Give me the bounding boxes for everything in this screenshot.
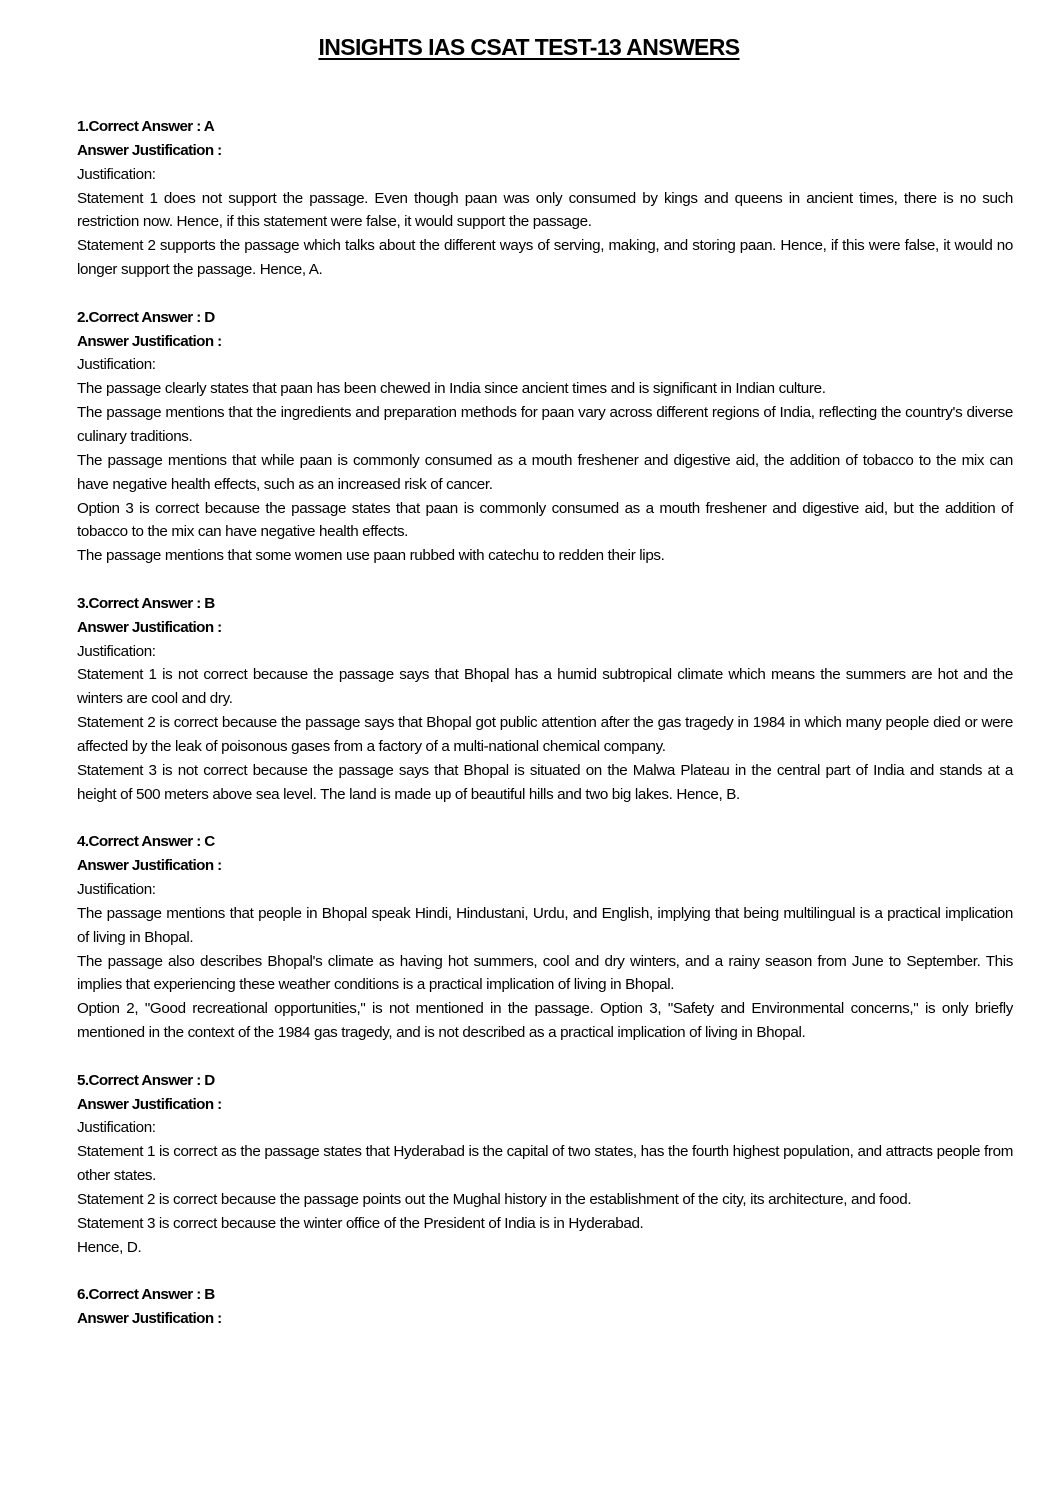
justification-paragraph: The passage mentions that people in Bhopal speak Hindi, Hindustani, Urdu, and English, implying that being multilingual is a practical implication of living in Bhopal. (77, 904, 1013, 946)
justification-paragraph: Statement 1 is not correct because the passage says that Bhopal has a humid subtropical climate which means the summers are hot and the winters are cool and dry. (77, 666, 1013, 708)
correct-answer-heading: 3.Correct Answer : B (77, 594, 215, 612)
correct-answer-heading: 6.Correct Answer : B (77, 1286, 215, 1304)
answer-block (77, 1283, 1013, 1331)
justification-paragraph: The passage mentions that while paan is commonly consumed as a mouth freshener and digestive aid, the addition of tobacco to the mix can have negative health effects, such as an increased risk of cancer. (77, 451, 1013, 493)
answer-justification-label: Answer Justification : (77, 332, 222, 350)
answer-block (77, 1069, 1013, 1260)
justification-paragraph: Statement 2 is correct because the passage says that Bhopal got public attention after the gas tragedy in 1984 in which many people died or were affected by the leak of poisonous gases from a factory of a multi-national chemical company. (77, 714, 1013, 755)
justification-paragraph: Option 3 is correct because the passage states that paan is commonly consumed as a mouth freshener and digestive aid, but the addition of tobacco to the mix can have negative health effects. (77, 499, 1013, 541)
justification-paragraph: Statement 2 is correct because the passage points out the Mughal history in the establishment of the city, its architecture, and food. (77, 1190, 912, 1208)
answer-block (77, 830, 1013, 1045)
justification-paragraph: Statement 1 does not support the passage. Even though paan was only consumed by kings and queens in ancient times, there is no such restriction now. Hence, if this statement were false, it would support the passage. (77, 189, 1013, 231)
justification-paragraph: The passage mentions that the ingredients and preparation methods for paan vary across different regions of India, reflecting the country's diverse culinary traditions. (77, 404, 1013, 445)
justification-paragraph: Statement 3 is not correct because the passage says that Bhopal is situated on the Malwa Plateau in the central part of India and stands at a height of 500 meters above sea level. The land is made up of beautiful hills and two big lakes. Hence, B. (77, 761, 1013, 803)
answer-justification-label: Answer Justification : (77, 1095, 222, 1113)
correct-answer-heading: 1.Correct Answer : A (77, 118, 215, 135)
justification-label: Justification: (77, 642, 156, 660)
answer-block (77, 592, 1013, 807)
answer-justification-label: Answer Justification : (77, 141, 222, 159)
correct-answer-heading: 2.Correct Answer : D (77, 308, 215, 326)
justification-label: Justification: (77, 881, 156, 898)
justification-paragraph: The passage mentions that some women use paan rubbed with catechu to redden their lips. (77, 547, 665, 565)
justification-paragraph: Option 2, "Good recreational opportunities," is not mentioned in the passage. Option 3, "Safety and Environmental concerns," is only briefly mentioned in the context of the 1984 gas tragedy, and is not described as a practical implication of living in Bhopal. (77, 1000, 1013, 1042)
answer-justification-label: Answer Justification : (77, 618, 222, 636)
answer-block (77, 306, 1013, 568)
justification-label: Justification: (77, 356, 156, 374)
answer-block (77, 115, 1013, 282)
justification-paragraph: The passage also describes Bhopal's climate as having hot summers, cool and dry winters, and a rainy season from June to September. This implies that experiencing these weather conditions is a practical implication of living in Bhopal. (77, 952, 1013, 994)
answer-justification-label: Answer Justification : (77, 857, 222, 875)
correct-answer-heading: 5.Correct Answer : D (77, 1071, 215, 1089)
justification-paragraph: Statement 1 is correct as the passage states that Hyderabad is the capital of two states, has the fourth highest population, and attracts people from other states. (77, 1143, 1013, 1185)
justification-paragraph: Statement 3 is correct because the winter office of the President of India is in Hyderabad. (77, 1214, 644, 1232)
justification-paragraph: Hence, D. (77, 1238, 142, 1256)
justification-paragraph: The passage clearly states that paan has been chewed in India since ancient times and is significant in Indian culture. (77, 380, 826, 398)
correct-answer-heading: 4.Correct Answer : C (77, 833, 215, 851)
justification-paragraph: Statement 2 supports the passage which talks about the different ways of serving, making, and storing paan. Hence, if this were false, it would no longer support the passage. Hence, A. (77, 237, 1013, 279)
document-title: INSIGHTS IAS CSAT TEST-13 ANSWERS (318, 34, 740, 60)
justification-label: Justification: (77, 1119, 156, 1137)
answers-list (77, 115, 1013, 1355)
justification-label: Justification: (77, 165, 156, 183)
answer-justification-label: Answer Justification : (77, 1310, 222, 1328)
